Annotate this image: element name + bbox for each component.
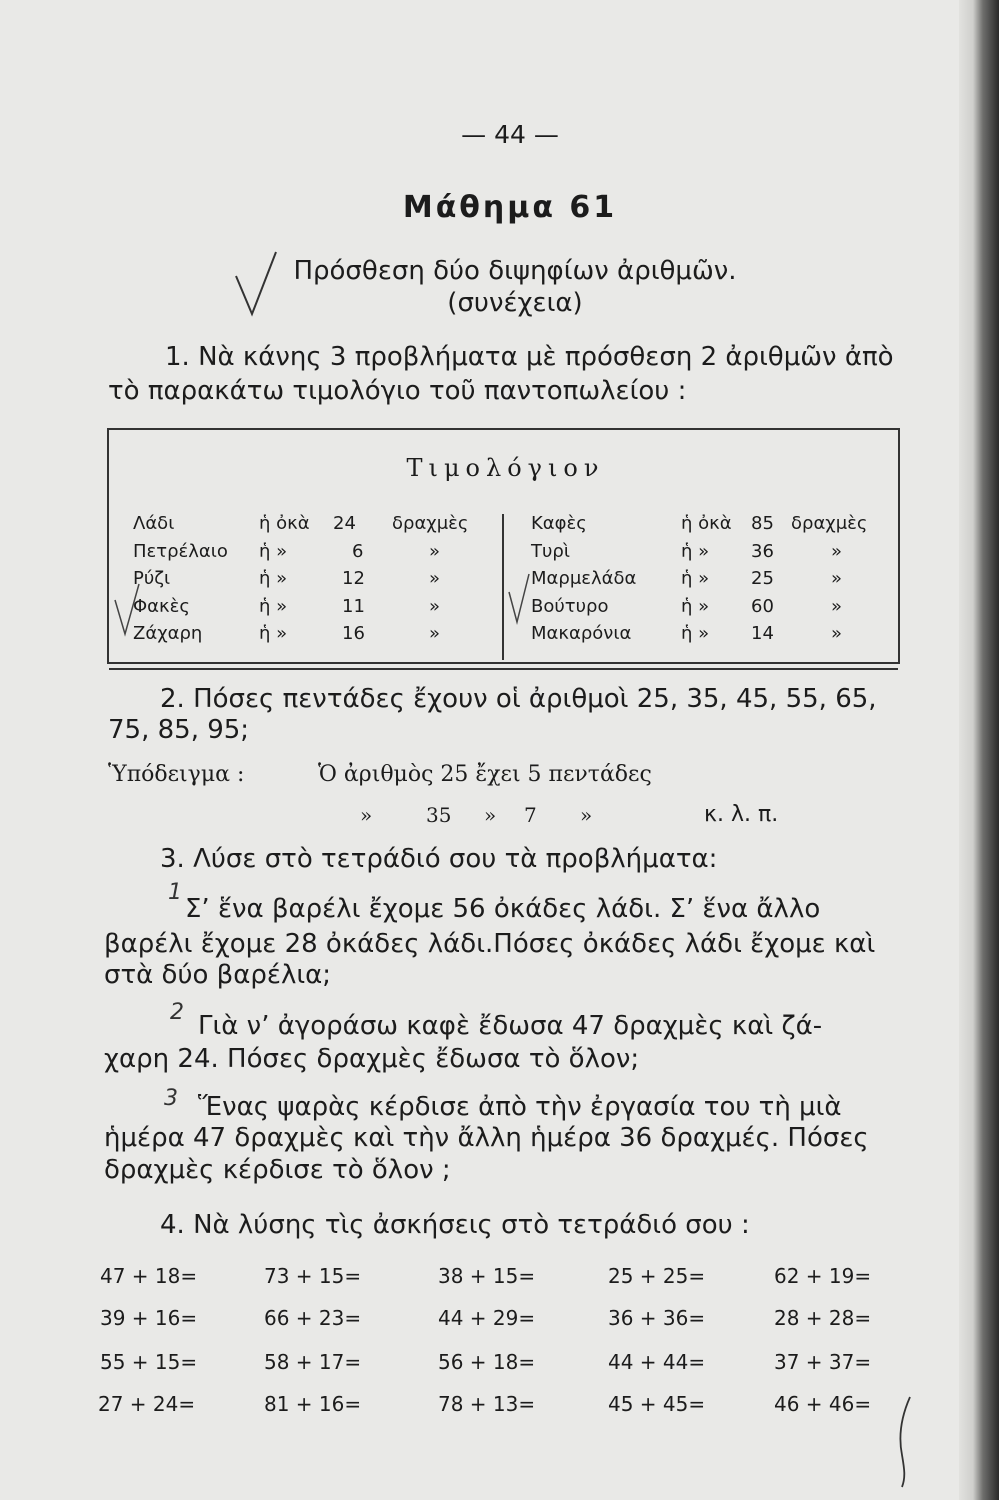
addition-exercise: 25 + 25=	[608, 1264, 706, 1288]
example-label: Ὑπόδειγμα :	[108, 762, 245, 787]
item-unit: »	[831, 623, 843, 644]
item-name: Λάδι	[133, 513, 175, 534]
item-unit: »	[831, 541, 843, 562]
price-list-title: Τιμολόγιον	[406, 454, 605, 482]
item-price: 25	[751, 568, 774, 589]
addition-exercise: 36 + 36=	[608, 1306, 706, 1330]
item-name: Πετρέλαιο	[133, 541, 228, 562]
item-unit: δραχμὲς	[392, 513, 469, 534]
page-number: — 44 —	[461, 120, 559, 149]
problem-3-line-2: ἡμέρα 47 δραχμὲς καὶ τὴν ἄλλη ἡμέρα 36 δραχμές. Πόσες	[104, 1123, 869, 1153]
problem-2-line-1-text: Γιὰ ν’ ἀγοράσω καφὲ ἔδωσα 47 δραχμὲς καὶ ζά-	[198, 1011, 823, 1041]
item-unit: »	[429, 623, 441, 644]
item-name: Μακαρόνια	[531, 623, 632, 644]
ditto-mark: »	[484, 803, 497, 827]
item-unit: »	[831, 568, 843, 589]
item-name: Μαρμελάδα	[531, 568, 637, 589]
page-binding-edge	[959, 0, 999, 1500]
item-per: ἡ »	[681, 541, 710, 562]
addition-exercise: 47 + 18=	[100, 1264, 198, 1288]
addition-exercise: 44 + 44=	[608, 1350, 706, 1374]
price-list-divider	[502, 514, 504, 660]
lesson-title: Μάθημα 61	[402, 190, 618, 225]
price-list-table	[107, 428, 900, 664]
exercise-2-line-1: 2. Πόσες πεντάδες ἔχουν οἱ ἀριθμοὶ 25, 35, 45, 55, 65,	[160, 684, 877, 714]
addition-exercise: 45 + 45=	[608, 1392, 706, 1416]
problem-3-line-3: δραχμὲς κέρδισε τὸ ὅλον ;	[104, 1155, 451, 1185]
problem-2-line-2: χαρη 24. Πόσες δραχμὲς ἔδωσα τὸ ὅλον;	[104, 1044, 640, 1074]
item-per: ἡ »	[259, 541, 288, 562]
item-name: Βούτυρο	[531, 596, 609, 617]
problem-3-line-1	[198, 1092, 898, 1122]
addition-exercise: 39 + 16=	[100, 1306, 198, 1330]
handwritten-check-mark	[113, 580, 141, 640]
handwritten-check-mark	[507, 570, 531, 628]
exercise-2-line-2: 75, 85, 95;	[108, 715, 250, 745]
ditto-mark: »	[360, 803, 373, 827]
exercise-3-intro: 3. Λύσε στὸ τετράδιό σου τὰ προβλήματα:	[160, 844, 718, 874]
problem-1-line-3: στὰ δύο βαρέλια;	[104, 960, 332, 990]
item-per: ἡ »	[681, 568, 710, 589]
addition-exercise: 81 + 16=	[264, 1392, 362, 1416]
item-name: Φακὲς	[133, 596, 190, 617]
handwritten-number: 3	[164, 1086, 178, 1111]
addition-exercise: 37 + 37=	[774, 1350, 872, 1374]
problem-3-line-1-text: Ἕνας ψαρὰς κέρδισε ἀπὸ τὴν ἐργασία του τὴ μιὰ	[198, 1092, 842, 1122]
item-per: ἡ »	[681, 596, 710, 617]
addition-exercise: 56 + 18=	[438, 1350, 536, 1374]
problem-1-line-1-text: Σ’ ἕνα βαρέλι ἔχομε 56 ὀκάδες λάδι. Σ’ ἕνα ἄλλο	[185, 894, 821, 924]
exercise-1-line-2: τὸ παρακάτω τιμολόγιο τοῦ παντοπωλείου :	[108, 376, 687, 406]
addition-exercise: 78 + 13=	[438, 1392, 536, 1416]
item-unit: »	[429, 541, 441, 562]
item-per: ἡ »	[259, 596, 288, 617]
addition-exercise: 46 + 46=	[774, 1392, 872, 1416]
ditto-mark: »	[580, 803, 593, 827]
example-count: 7	[524, 803, 537, 827]
item-unit: δραχμὲς	[791, 513, 868, 534]
item-per: ἡ »	[681, 623, 710, 644]
example-number: 35	[426, 803, 452, 827]
handwritten-number: 2	[170, 1000, 184, 1025]
addition-exercise: 38 + 15=	[438, 1264, 536, 1288]
addition-exercise: 58 + 17=	[264, 1350, 362, 1374]
addition-exercise: 66 + 23=	[264, 1306, 362, 1330]
addition-exercise: 27 + 24=	[98, 1392, 196, 1416]
item-price: 12	[342, 568, 365, 589]
item-unit: »	[429, 568, 441, 589]
item-per: ἡ ὀκὰ	[681, 513, 732, 534]
item-per: ἡ »	[259, 623, 288, 644]
item-price: 24	[333, 513, 356, 534]
addition-exercise: 28 + 28=	[774, 1306, 872, 1330]
addition-exercise: 73 + 15=	[264, 1264, 362, 1288]
handwritten-pencil-mark	[894, 1395, 918, 1490]
item-price: 36	[751, 541, 774, 562]
subtitle-line-1: Πρόσθεση δύο διψηφίων ἀριθμῶν.	[293, 256, 737, 286]
item-price: 16	[342, 623, 365, 644]
item-price: 6	[352, 541, 364, 562]
problem-1-line-2: βαρέλι ἔχομε 28 ὀκάδες λάδι.Πόσες ὀκάδες λάδι ἔχομε καὶ	[104, 929, 876, 959]
item-name: Ζάχαρη	[133, 623, 203, 644]
item-name: Τυρὶ	[531, 541, 570, 562]
lesson-subtitle	[0, 255, 999, 319]
item-per: ἡ »	[259, 568, 288, 589]
item-per: ἡ ὀκὰ	[259, 513, 310, 534]
item-unit: »	[429, 596, 441, 617]
item-price: 85	[751, 513, 774, 534]
item-price: 60	[751, 596, 774, 617]
problem-1-line-1	[185, 894, 897, 924]
addition-exercise: 44 + 29=	[438, 1306, 536, 1330]
item-price: 11	[342, 596, 365, 617]
problem-2-line-1	[198, 1011, 898, 1041]
item-name: Καφὲς	[531, 513, 587, 534]
handwritten-number: 1	[168, 880, 182, 905]
addition-exercise: 55 + 15=	[100, 1350, 198, 1374]
item-name: Ρύζι	[133, 568, 171, 589]
addition-exercise: 62 + 19=	[774, 1264, 872, 1288]
etc-text: κ. λ. π.	[704, 802, 779, 827]
exercise-4-intro: 4. Νὰ λύσης τὶς ἀσκήσεις στὸ τετράδιό σου :	[160, 1210, 750, 1240]
subtitle-line-2: (συνέχεια)	[447, 288, 583, 318]
item-unit: »	[831, 596, 843, 617]
exercise-1-line-1: 1. Νὰ κάνης 3 προβλήματα μὲ πρόσθεση 2 ἀριθμῶν ἀπὸ	[165, 342, 894, 372]
example-text: Ὁ ἀριθμὸς 25 ἔχει 5 πεντάδες	[318, 762, 652, 787]
item-price: 14	[751, 623, 774, 644]
